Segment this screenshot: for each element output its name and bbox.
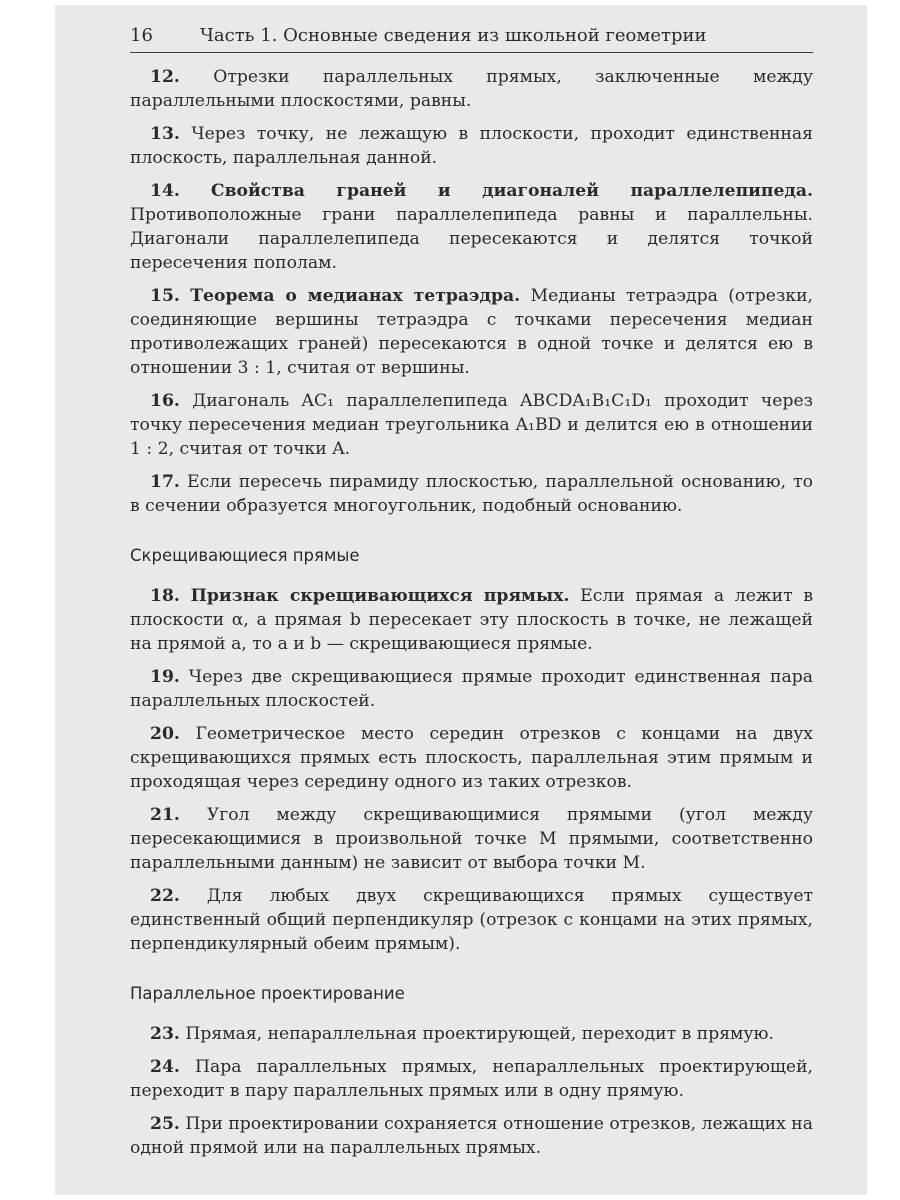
page-number: 16: [130, 25, 153, 46]
item-text: Через точку, не лежащую в плоскости, проходит единственная плоскость, параллельная данной.: [130, 124, 814, 168]
list-item: [130, 389, 813, 461]
list-item: [130, 65, 813, 113]
item-text: Геометрическое место середин отрезков с концами на двух скрещивающихся прямых есть плоскость, параллельная этим прямым и проходящая через середину одного из таких отрезков.: [130, 724, 814, 792]
list-item: [130, 722, 813, 794]
item-text: Угол между скрещивающимися прямыми (угол между пересекающимися в произвольной точке M прямыми, соответственно параллельными данным) не зависит от выбора точки M.: [130, 805, 813, 873]
list-item: [130, 803, 813, 875]
item-number: 21.: [150, 805, 180, 825]
item-text: Противоположные грани параллелепипеда равны и параллельны. Диагонали параллелепипеда пересекаются и делятся точкой пересечения пополам.: [130, 205, 813, 273]
book-page: [55, 5, 867, 1195]
section-parallel-projection: [130, 982, 813, 1160]
section-title: Параллельное проектирование: [130, 984, 405, 1003]
item-text: Если пересечь пирамиду плоскостью, параллельной основанию, то в сечении образуется многоугольник, подобный основанию.: [130, 472, 814, 516]
item-text: Через две скрещивающиеся прямые проходит единственная пара параллельных плоскостей.: [130, 667, 813, 711]
running-title: Часть 1. Основные сведения из школьной геометрии: [200, 25, 707, 46]
item-number: 12.: [150, 67, 180, 87]
item-text: Пара параллельных прямых, непараллельных проектирующей, переходит в пару параллельных прямых или в одну прямую.: [130, 1057, 813, 1101]
item-number: 25.: [150, 1114, 180, 1134]
item-text: Отрезки параллельных прямых, заключенные между параллельными плоскостями, равны.: [130, 67, 814, 111]
list-item: [130, 470, 813, 518]
item-number: 22.: [150, 886, 180, 906]
list-item: [130, 1112, 813, 1160]
list-item: [130, 884, 813, 956]
item-lead: Теорема о медианах тетраэдра.: [190, 286, 521, 306]
item-number: 17.: [150, 472, 180, 492]
list-item: [130, 179, 813, 275]
item-number: 16.: [150, 391, 180, 411]
list-item: [130, 665, 813, 713]
item-text: Диагональ AC₁ параллелепипеда ABCDA₁B₁C₁D₁ проходит через точку пересечения медиан треугольника A₁BD и делится ею в отношении 1 : 2, считая от точки A.: [130, 391, 814, 459]
list-item: [130, 284, 813, 380]
list-item: [130, 1055, 813, 1103]
items-list-a: [130, 65, 813, 518]
item-number: 15.: [150, 286, 180, 306]
item-text: Прямая, непараллельная проектирующей, переходит в прямую.: [185, 1024, 774, 1044]
item-text: При проектировании сохраняется отношение отрезков, лежащих на одной прямой или на параллельных прямых.: [130, 1114, 813, 1158]
running-header: [130, 5, 813, 53]
list-item: [130, 584, 813, 656]
item-number: 23.: [150, 1024, 180, 1044]
item-text: Если прямая a лежит в плоскости α, а прямая b пересекает эту плоскость в точке, не лежащей на прямой a, то a и b — скрещивающиеся прямые.: [130, 586, 814, 654]
item-number: 13.: [150, 124, 180, 144]
item-text: Медианы тетраэдра (отрезки, соединяющие вершины тетраэдра с точками пересечения медиан противолежащих граней) пересекаются в одной точке и делятся ею в отношении 3 : 1, считая от вершины.: [130, 286, 813, 378]
item-lead: Свойства граней и диагоналей параллелепипеда.: [210, 181, 813, 201]
item-number: 14.: [150, 181, 180, 201]
page-content: [130, 5, 813, 1169]
section-title: Скрещивающиеся прямые: [130, 546, 360, 565]
item-lead: Признак скрещивающихся прямых.: [190, 586, 570, 606]
item-number: 18.: [150, 586, 180, 606]
item-text: Для любых двух скрещивающихся прямых существует единственный общий перпендикуляр (отрезок с концами на этих прямых, перпендикулярный обеим прямым).: [130, 886, 813, 954]
list-item: [130, 1022, 813, 1046]
section-skew-lines: [130, 544, 813, 956]
item-number: 24.: [150, 1057, 180, 1077]
item-number: 19.: [150, 667, 180, 687]
list-item: [130, 122, 813, 170]
item-number: 20.: [150, 724, 180, 744]
